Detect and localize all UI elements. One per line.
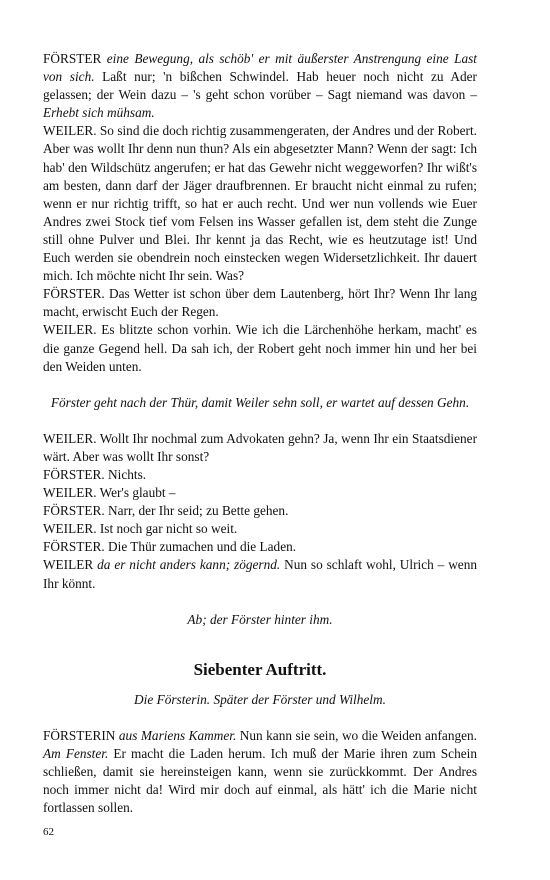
scene-cast: Die Försterin. Später der Förster und Wilhelm. bbox=[134, 691, 386, 707]
page-number: 62 bbox=[43, 826, 54, 838]
speech-foerster-1: FÖRSTER eine Bewegung, als schöb' er mit äußerster Anstrengung eine Last von sich. Laßt nur; 'n bißchen Schwindel. Hab heuer noch nicht zu Ader gelassen; der Wein dazu – 's geht schon vorüber – Sagt niemand was davon – Erhebt sich mühsam. bbox=[43, 51, 477, 121]
stage-direction-2: Ab; der Förster hinter ihm. bbox=[187, 611, 333, 627]
speech-foerster-3: FÖRSTER. Nichts. bbox=[43, 466, 147, 482]
speech-foerster-2: FÖRSTER. Das Wetter ist schon über dem Lautenberg, hört Ihr? Wenn Ihr lang macht, erwischt Euch der Regen. bbox=[43, 286, 477, 320]
speech-foersterin-1: FÖRSTERIN aus Mariens Kammer. Nun kann sie sein, wo die Weiden anfangen. Am Fenster. Er macht die Laden herum. Ich muß der Marie ihren zum Schein schließen, damit sie hereinsteigen kann, wenn sie zurückkommt. Der Andres noch immer nicht da! Wird mir doch auf einmal, als hätt' ich die Marie nicht fortlassen sollen. bbox=[43, 727, 477, 816]
speech-weiler-4: WEILER. Wer's glaubt – bbox=[43, 485, 176, 501]
speech-foerster-5: FÖRSTER. Die Thür zumachen und die Laden. bbox=[43, 539, 297, 555]
speech-weiler-3: WEILER. Wollt Ihr nochmal zum Advokaten gehn? Ja, wenn Ihr ein Staatsdiener wärt. Aber was wollt Ihr sonst? bbox=[43, 430, 477, 464]
speech-weiler-1: WEILER. So sind die doch richtig zusammengeraten, der Andres und der Robert. Aber was wollt Ihr denn nun thun? Als ein abgesetzter Mann? Wenn der sagt: Ich hab' den Wildschütz angerufen; er hat das Gewehr nicht weggeworfen? Ihr wißt's am besten, dann darf der Jäger draufbrennen. Er braucht nicht einmal zu rufen; wenn er nur richtig trifft, so hat er auch recht. Und wer nun vollends wie Euer Andres zwei Stock tief vom Felsen ins Wasser gefallen ist, dem steht die Zunge still ohne Pulver und Blei. Ihr kennt ja das Recht, wie es heutzutage ist! Und Euch werden sie obendrein noch einstecken wegen Widersetzlichkeit. Ihr dauert mich. Ich möchte nicht Ihr sein. Was? bbox=[43, 123, 477, 284]
scene-heading: Siebenter Auftritt. bbox=[193, 659, 327, 679]
page-text bbox=[43, 50, 477, 817]
speech-foerster-4: FÖRSTER. Narr, der Ihr seid; zu Bette gehen. bbox=[43, 503, 289, 519]
speech-weiler-6: WEILER da er nicht anders kann; zögernd. Nun so schlaft wohl, Ulrich – wenn Ihr könnt. bbox=[43, 557, 477, 591]
speech-weiler-2: WEILER. Es blitzte schon vorhin. Wie ich die Lärchenhöhe herkam, macht' es die ganze Gegend hell. Da sah ich, der Robert geht noch immer hin und her bei den Weiden unten. bbox=[43, 322, 477, 374]
speech-weiler-5: WEILER. Ist noch gar nicht so weit. bbox=[43, 521, 238, 537]
stage-direction-1: Förster geht nach der Thür, damit Weiler sehn soll, er wartet auf dessen Gehn. bbox=[50, 394, 470, 410]
